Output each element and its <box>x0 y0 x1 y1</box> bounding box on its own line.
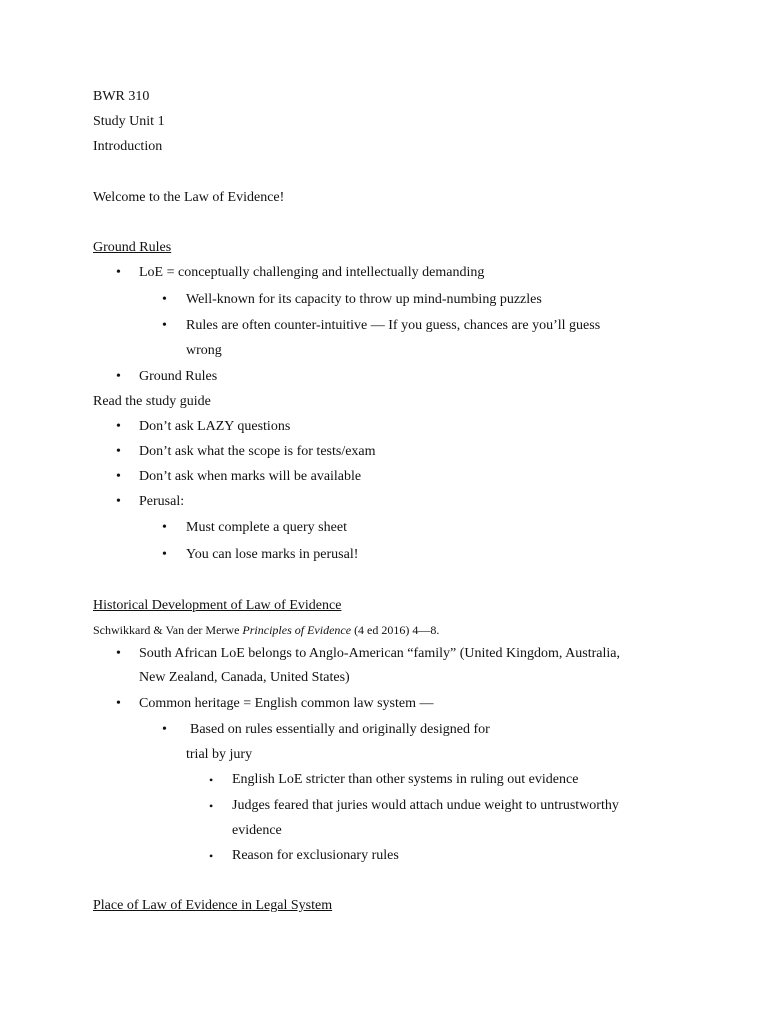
list-item-continuation: trial by jury <box>186 747 253 762</box>
list-item: Don’t ask when marks will be available <box>139 469 362 484</box>
reference-title: Principles of Evidence <box>242 623 352 637</box>
list-item: Reason for exclusionary rules <box>232 848 399 863</box>
bullet-icon: • <box>209 849 214 863</box>
bullet-icon: • <box>116 469 121 484</box>
bullet-icon: • <box>116 419 121 434</box>
bullet-icon: • <box>209 773 214 787</box>
bullet-icon: • <box>162 520 167 535</box>
bullet-icon: • <box>162 722 167 737</box>
list-item: LoE = conceptually challenging and intellectually demanding <box>139 265 485 280</box>
bullet-icon: • <box>116 696 121 711</box>
reference-citation <box>93 621 439 639</box>
list-item: South African LoE belongs to Anglo-American “family” (United Kingdom, Australia, <box>139 646 620 661</box>
list-item: Based on rules essentially and originally designed for <box>190 722 490 737</box>
list-item: Ground Rules <box>139 369 218 384</box>
list-item: You can lose marks in perusal! <box>186 547 359 562</box>
bullet-icon: • <box>162 292 167 307</box>
list-item: Judges feared that juries would attach undue weight to untrustworthy <box>232 798 619 813</box>
bullet-icon: • <box>116 265 121 280</box>
place-heading: Place of Law of Evidence in Legal System <box>93 898 333 913</box>
bullet-icon: • <box>162 547 167 562</box>
study-unit: Study Unit 1 <box>93 114 165 129</box>
list-item-continuation: New Zealand, Canada, United States) <box>139 670 350 685</box>
list-item: Rules are often counter-intuitive — If you guess, chances are you’ll guess <box>186 318 601 333</box>
course-code: BWR 310 <box>93 89 150 104</box>
bullet-icon: • <box>116 369 121 384</box>
list-item: Don’t ask what the scope is for tests/exam <box>139 444 376 459</box>
section-title: Introduction <box>93 139 163 154</box>
bullet-icon: • <box>116 444 121 459</box>
ground-rules-heading: Ground Rules <box>93 240 172 255</box>
list-item: Must complete a query sheet <box>186 520 347 535</box>
list-item-continuation: evidence <box>232 823 282 838</box>
list-item: English LoE stricter than other systems in ruling out evidence <box>232 772 579 787</box>
reference-details: (4 ed 2016) 4—8. <box>351 623 440 637</box>
welcome-line: Welcome to the Law of Evidence! <box>93 190 285 205</box>
historical-heading: Historical Development of Law of Evidence <box>93 598 342 613</box>
list-item: Well-known for its capacity to throw up mind-numbing puzzles <box>186 292 542 307</box>
bullet-icon: • <box>162 318 167 333</box>
bullet-icon: • <box>116 494 121 509</box>
list-item-continuation: wrong <box>186 343 222 358</box>
list-item: Common heritage = English common law system — <box>139 696 434 711</box>
list-item: Don’t ask LAZY questions <box>139 419 291 434</box>
study-guide-line: Read the study guide <box>93 394 211 409</box>
bullet-icon: • <box>209 799 214 813</box>
list-item: Perusal: <box>139 494 185 509</box>
bullet-icon: • <box>116 646 121 661</box>
reference-authors: Schwikkard & Van der Merwe <box>93 623 243 637</box>
